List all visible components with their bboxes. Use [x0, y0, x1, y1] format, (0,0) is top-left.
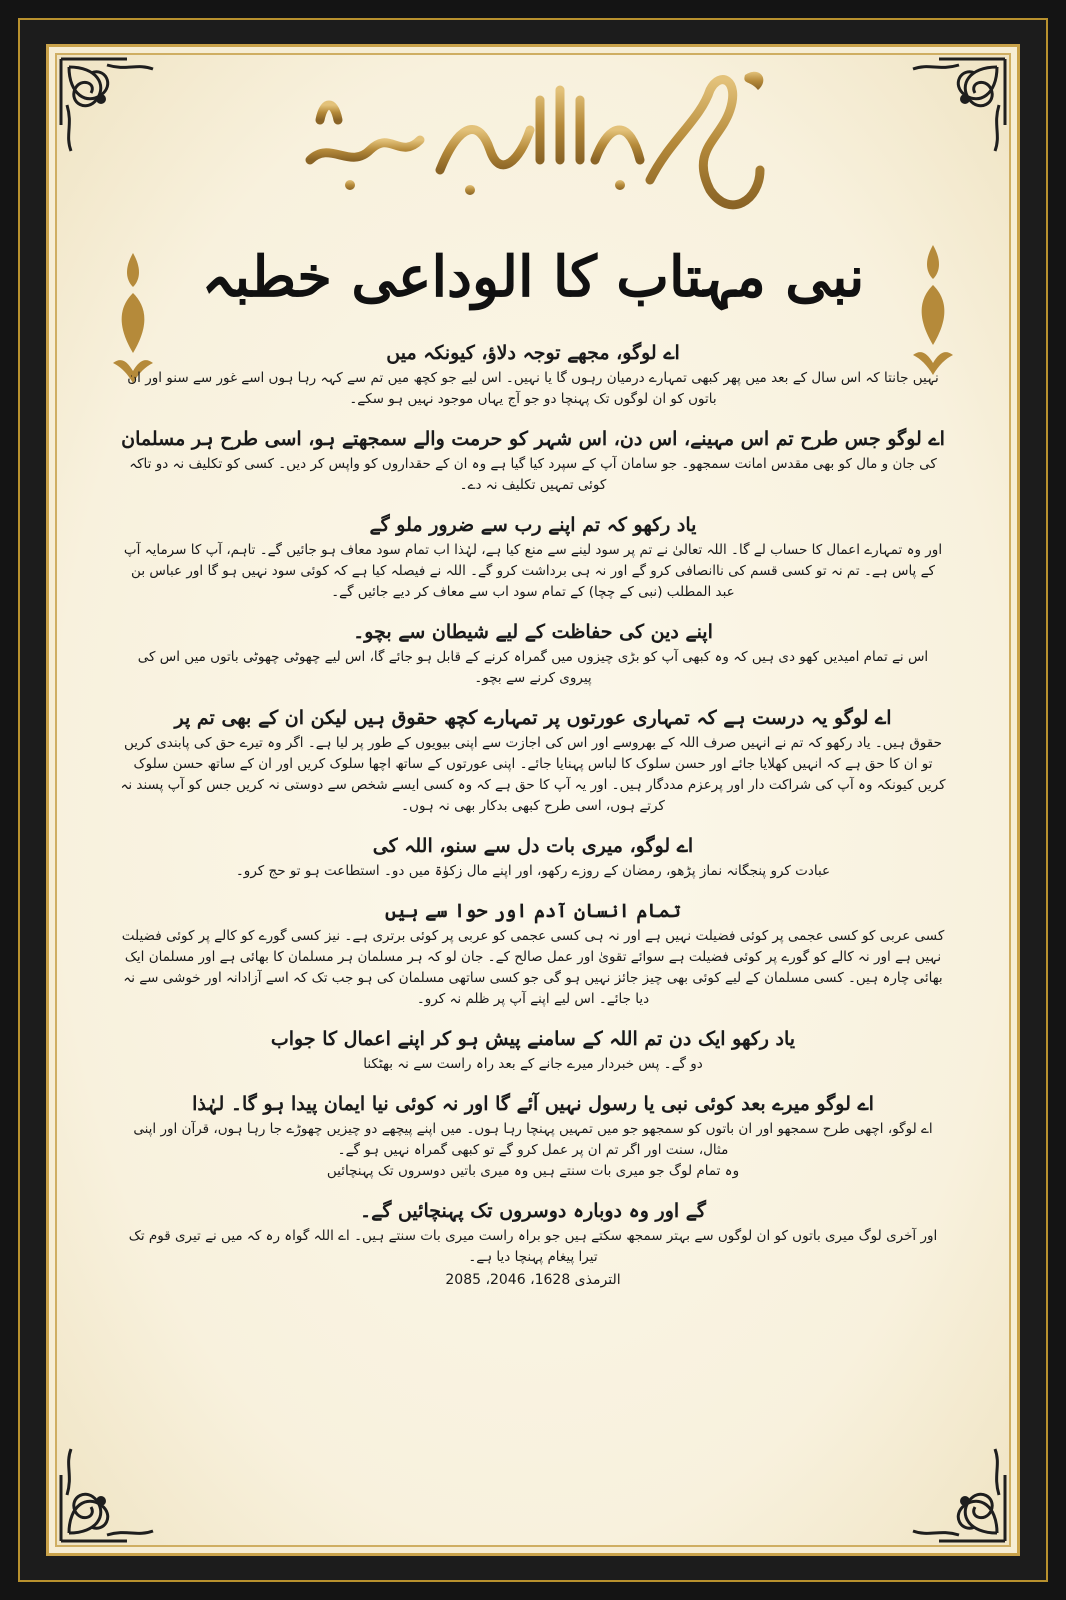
section-body: اے لوگو، اچھی طرح سمجھو اور ان باتوں کو سمجھو جو میں تمہیں پہنچا رہا ہوں۔ میں اپنے پیچھے دو چیزیں چھوڑے جا رہا ہوں، قرآن اور اپنی مثال، سنت اور اگر تم ان پر عمل کرو گے تو کبھی گمراہ نہیں ہو گے۔ — [133, 1121, 933, 1158]
section-body: اور وہ تمہارے اعمال کا حساب لے گا۔ اللہ تعالیٰ نے تم پر سود لینے سے منع کیا ہے، لہٰذا اب تمام سود معاف ہو جائیں گے۔ تاہم، آپ کا سرمایہ آپ کے پاس ہے۔ تم نہ تو کسی قسم کی ناانصافی کرو گے اور نہ ہی برداشت کرو گے۔ اللہ نے فیصلہ کیا ہے کہ کوئی سود نہیں ہو گا اور عباس بن عبد المطلب (نبی کے چچا) کے تمام سود اب سے معاف کر دیے جائیں گے۔ — [123, 542, 943, 600]
sermon-section — [120, 340, 946, 410]
corner-ornament-icon — [57, 55, 177, 175]
sermon-section — [120, 619, 946, 689]
section-heading: اے لوگو یہ درست ہے کہ تمہاری عورتوں پر تمہارے کچھ حقوق ہیں لیکن ان کے بھی تم پر — [174, 707, 892, 729]
section-heading: گے اور وہ دوبارہ دوسروں تک پہنچائیں گے۔ — [360, 1200, 706, 1222]
corner-ornament-icon — [889, 55, 1009, 175]
section-heading: اے لوگو میرے بعد کوئی نبی یا رسول نہیں آئے گا اور نہ کوئی نیا ایمان پیدا ہو گا۔ لہٰذا — [192, 1093, 874, 1115]
section-body: اور آخری لوگ میری باتوں کو ان لوگوں سے بہتر سمجھ سکتے ہیں جو براہ راست میری بات سنتے ہیں۔ اے اللہ گواہ رہ کہ میں نے تیری قوم تک تیرا پیغام پہنچا دیا ہے۔ — [128, 1228, 938, 1265]
section-body: عبادت کرو پنجگانہ نماز پڑھو، رمضان کے روزے رکھو، اور اپنے مال زکوٰۃ میں دو۔ استطاعت ہو تو حج کرو۔ — [235, 863, 831, 879]
sermon-section — [120, 705, 946, 817]
sermon-section — [120, 833, 946, 882]
sermon-section — [120, 512, 946, 603]
section-body: دو گے۔ پس خبردار میرے جانے کے بعد راہ راست سے نہ بھٹکنا — [363, 1056, 703, 1072]
page-title: نبی مہتاب کا الوداعی خطبہ — [201, 244, 865, 310]
section-body: کسی عربی کو کسی عجمی پر کوئی فضیلت نہیں ہے اور نہ ہی کسی عجمی کو عربی پر کوئی برتری ہے۔ نیز کسی گورے کو کالے پر کوئی فضیلت نہیں ہے اور نہ کالے کو گورے پر کوئی فضیلت ہے سوائے تقویٰ اور عمل صالح کے۔ جان لو کہ ہر مسلمان ہر مسلمان کا بھائی ہے اور مسلمان ایک بھائی چارہ ہیں۔ کسی مسلمان کے لیے کوئی بھی چیز جائز نہیں ہو گی جو کسی ساتھی مسلمان کی ہو جب تک کہ اسے آزادانہ اور خوشی سے نہ دیا جائے۔ اس لیے اپنے آپ پر ظلم نہ کرو۔ — [121, 928, 945, 1007]
section-heading: اے لوگو، میری بات دل سے سنو، اللہ کی — [372, 835, 694, 857]
section-body: اس نے تمام امیدیں کھو دی ہیں کہ وہ کبھی آپ کو بڑی چیزوں میں گمراہ کرنے کے قابل ہو جائے گا، اس لیے چھوٹی چھوٹی باتوں میں اس کی پیروی کرنے سے بچو۔ — [137, 649, 929, 686]
sermon-content — [120, 340, 946, 1306]
sermon-section — [120, 1198, 946, 1290]
section-heading: اے لوگو، مجھے توجہ دلاؤ، کیونکہ میں — [386, 342, 680, 364]
hadith-reference: الترمذی 1628، 2046، 2085 — [445, 1272, 621, 1288]
section-heading: اے لوگو جس طرح تم اس مہینے، اس دن، اس شہر کو حرمت والے سمجھتے ہو، اسی طرح ہر مسلمان — [121, 428, 945, 450]
section-heading: یاد رکھو کہ تم اپنے رب سے ضرور ملو گے — [369, 514, 697, 536]
corner-ornament-icon — [889, 1425, 1009, 1545]
section-heading: یاد رکھو ایک دن تم اللہ کے سامنے پیش ہو کر اپنے اعمال کا جواب — [270, 1028, 796, 1050]
sermon-section — [120, 1091, 946, 1182]
section-heading: تمام انسان آدم اور حوا سے ہیں — [385, 900, 681, 922]
sermon-section — [120, 1026, 946, 1075]
section-body: حقوق ہیں۔ یاد رکھو کہ تم نے انہیں صرف اللہ کے بھروسے اور اس کی اجازت سے اپنی بیویوں کے طور پر لیا ہے۔ اگر وہ تیرے حق کی پابندی کریں تو ان کا حق ہے کہ انہیں کھلایا جائے اور حسن سلوک کا لباس پہنایا جائے۔ اپنی عورتوں کے ساتھ اچھا سلوک کریں اور ان کے ساتھ حسن سلوک کریں کیونکہ وہ آپ کی شراکت دار اور پرعزم مددگار ہیں۔ اور یہ آپ کا حق ہے کہ وہ کسی ایسے شخص سے دوستی نہ کریں جس کو آپ پسند نہ کرتے ہوں، اسی طرح کبھی بدکار بھی نہ ہوں۔ — [120, 735, 946, 814]
sermon-section — [120, 898, 946, 1010]
section-body: کی جان و مال کو بھی مقدس امانت سمجھو۔ جو سامان آپ کے سپرد کیا گیا ہے وہ ان کے حقداروں کو واپس کر دیں۔ کسی کو تکلیف نہ دو تاکہ کوئی تمہیں تکلیف نہ دے۔ — [129, 456, 937, 493]
section-body: نہیں جانتا کہ اس سال کے بعد میں پھر کبھی تمہارے درمیان رہوں گا یا نہیں۔ اس لیے جو کچھ میں تم سے کہہ رہا ہوں اسے غور سے سنو اور ان باتوں کو ان لوگوں تک پہنچا دو جو آج یہاں موجود نہیں ہو سکے۔ — [127, 370, 939, 407]
corner-ornament-icon — [57, 1425, 177, 1545]
sermon-section — [120, 426, 946, 496]
section-body-continued: وہ تمام لوگ جو میری بات سنتے ہیں وہ میری باتیں دوسروں تک پہنچائیں — [326, 1163, 740, 1179]
section-heading: اپنے دین کی حفاظت کے لیے شیطان سے بچو۔ — [353, 621, 713, 643]
muhammad-calligraphy-logo — [290, 60, 780, 230]
